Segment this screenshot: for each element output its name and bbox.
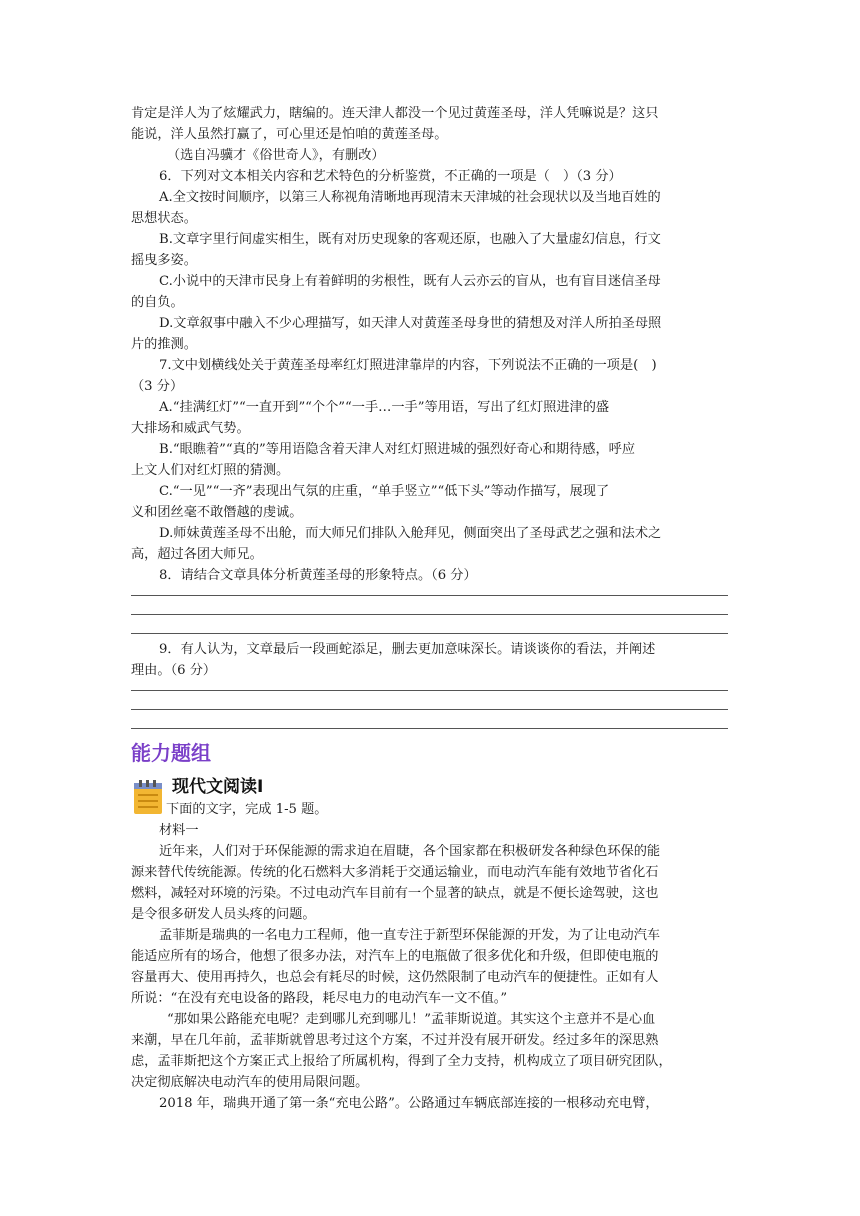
paragraph-line: 能适应所有的场合，他想了很多办法，对汽车上的电瓶做了很多优化和升级，但即使电瓶的 bbox=[131, 949, 659, 964]
answer-line[interactable] bbox=[131, 633, 728, 634]
question-6-stem: 6．下列对文本相关内容和艺术特色的分析鉴赏，不正确的一项是（ ）（3 分） bbox=[159, 169, 622, 184]
question-6-option-b-cont: 摇曳多姿。 bbox=[131, 253, 197, 268]
question-7-option-d: D.师妹黄莲圣母不出舱，而大师兄们排队入舱拜见，侧面突出了圣母武艺之强和法术之 bbox=[159, 526, 662, 541]
question-6-option-c: C.小说中的天津市民身上有着鲜明的劣根性，既有人云亦云的盲从，也有盲目迷信圣母 bbox=[159, 274, 661, 289]
question-7-option-d-cont: 高，超过各团大师兄。 bbox=[131, 547, 263, 562]
paragraph-line: 决定彻底解决电动汽车的使用局限问题。 bbox=[131, 1075, 369, 1090]
question-7-option-c-cont: 义和团丝毫不敢僭越的虔诚。 bbox=[131, 505, 303, 520]
question-6-option-d: D.文章叙事中融入不少心理描写，如天津人对黄莲圣母身世的猜想及对洋人所拍圣母照 bbox=[159, 316, 662, 331]
paragraph-line: 虑，孟菲斯把这个方案正式上报给了所属机构，得到了全力支持，机构成立了项目研究团队， bbox=[131, 1054, 672, 1069]
passage-line: 肯定是洋人为了炫耀武力，瞎编的。连天津人都没一个见过黄莲圣母，洋人凭嘛说是？这只 bbox=[131, 106, 659, 121]
question-6-option-a: A.全文按时间顺序，以第三人称视角清晰地再现清末天津城的社会现状以及当地百姓的 bbox=[159, 190, 661, 205]
paragraph-line: 容量再大、使用再持久，也总会有耗尽的时候，这仍然限制了电动汽车的便捷性。正如有人 bbox=[131, 970, 659, 985]
paragraph-line: 孟菲斯是瑞典的一名电力工程师，他一直专注于新型环保能源的开发，为了让电动汽车 bbox=[159, 928, 661, 943]
question-6-option-d-cont: 片的推测。 bbox=[131, 337, 197, 352]
paragraph-line: 源来替代传统能源。传统的化石燃料大多消耗于交通运输业，而电动汽车能有效地节省化石 bbox=[131, 865, 659, 880]
question-6-option-c-cont: 的自负。 bbox=[131, 295, 184, 310]
subsection-title: 现代文阅读Ⅰ bbox=[172, 777, 264, 797]
question-7-stem: 7.文中划横线处关于黄莲圣母率红灯照进津靠岸的内容，下列说法不正确的一项是( ) bbox=[159, 358, 657, 373]
question-9-stem-cont: 理由。（6 分） bbox=[131, 663, 217, 678]
paragraph-line: 是令很多研发人员头疼的问题。 bbox=[131, 907, 316, 922]
paragraph-line: 燃料，减轻对环境的污染。不过电动汽车目前有一个显著的缺点，就是不便长途驾驶，这也 bbox=[131, 886, 659, 901]
answer-line[interactable] bbox=[131, 709, 728, 710]
material-label: 材料一 bbox=[159, 823, 199, 838]
answer-line[interactable] bbox=[131, 614, 728, 615]
question-8-stem: 8．请结合文章具体分析黄莲圣母的形象特点。（6 分） bbox=[159, 568, 477, 583]
notebook-icon bbox=[132, 779, 164, 815]
question-7-option-a-cont: 大排场和威武气势。 bbox=[131, 421, 250, 436]
question-7-option-a: A.“挂满红灯”“一直开到”“个个”“一手…一手”等用语，写出了红灯照进津的盛 bbox=[159, 400, 610, 415]
paragraph-line: 来潮，早在几年前，孟菲斯就曾思考过这个方案，不过并没有展开研发。经过多年的深思熟 bbox=[131, 1033, 659, 1048]
question-6-option-a-cont: 思想状态。 bbox=[131, 211, 197, 226]
instruction-text: 下面的文字，完成 1-5 题。 bbox=[166, 802, 328, 817]
answer-line[interactable] bbox=[131, 690, 728, 691]
question-9-stem: 9．有人认为，文章最后一段画蛇添足，删去更加意味深长。请谈谈你的看法，并阐述 bbox=[159, 642, 656, 657]
question-7-stem-cont: （3 分） bbox=[131, 379, 184, 394]
answer-line[interactable] bbox=[131, 595, 728, 596]
question-7-option-c: C.“一见”“一齐”表现出气氛的庄重，“单手竖立”“低下头”等动作描写，展现了 bbox=[159, 484, 610, 499]
paragraph-line: 所说：“在没有充电设备的路段，耗尽电力的电动汽车一文不值。” bbox=[131, 991, 508, 1006]
source-citation: （选自冯骥才《俗世奇人》，有删改） bbox=[167, 148, 385, 163]
question-6-option-b: B.文章字里行间虚实相生，既有对历史现象的客观还原，也融入了大量虚幻信息，行文 bbox=[159, 232, 661, 247]
question-7-option-b: B.“眼瞧着”“真的”等用语隐含着天津人对红灯照进城的强烈好奇心和期待感，呼应 bbox=[159, 442, 636, 457]
question-7-option-b-cont: 上文人们对红灯照的猜测。 bbox=[131, 463, 290, 478]
paragraph-line: 2018 年，瑞典开通了第一条“充电公路”。公路通过车辆底部连接的一根移动充电臂， bbox=[159, 1096, 659, 1111]
section-title: 能力题组 bbox=[131, 741, 211, 765]
paragraph-line: 近年来，人们对于环保能源的需求迫在眉睫，各个国家都在积极研发各种绿色环保的能 bbox=[159, 844, 661, 859]
passage-line: 能说，洋人虽然打赢了，可心里还是怕咱的黄莲圣母。 bbox=[131, 127, 448, 142]
paragraph-line: “那如果公路能充电呢？走到哪儿充到哪儿！”孟菲斯说道。其实这个主意并不是心血 bbox=[167, 1012, 656, 1027]
answer-line[interactable] bbox=[131, 728, 728, 729]
